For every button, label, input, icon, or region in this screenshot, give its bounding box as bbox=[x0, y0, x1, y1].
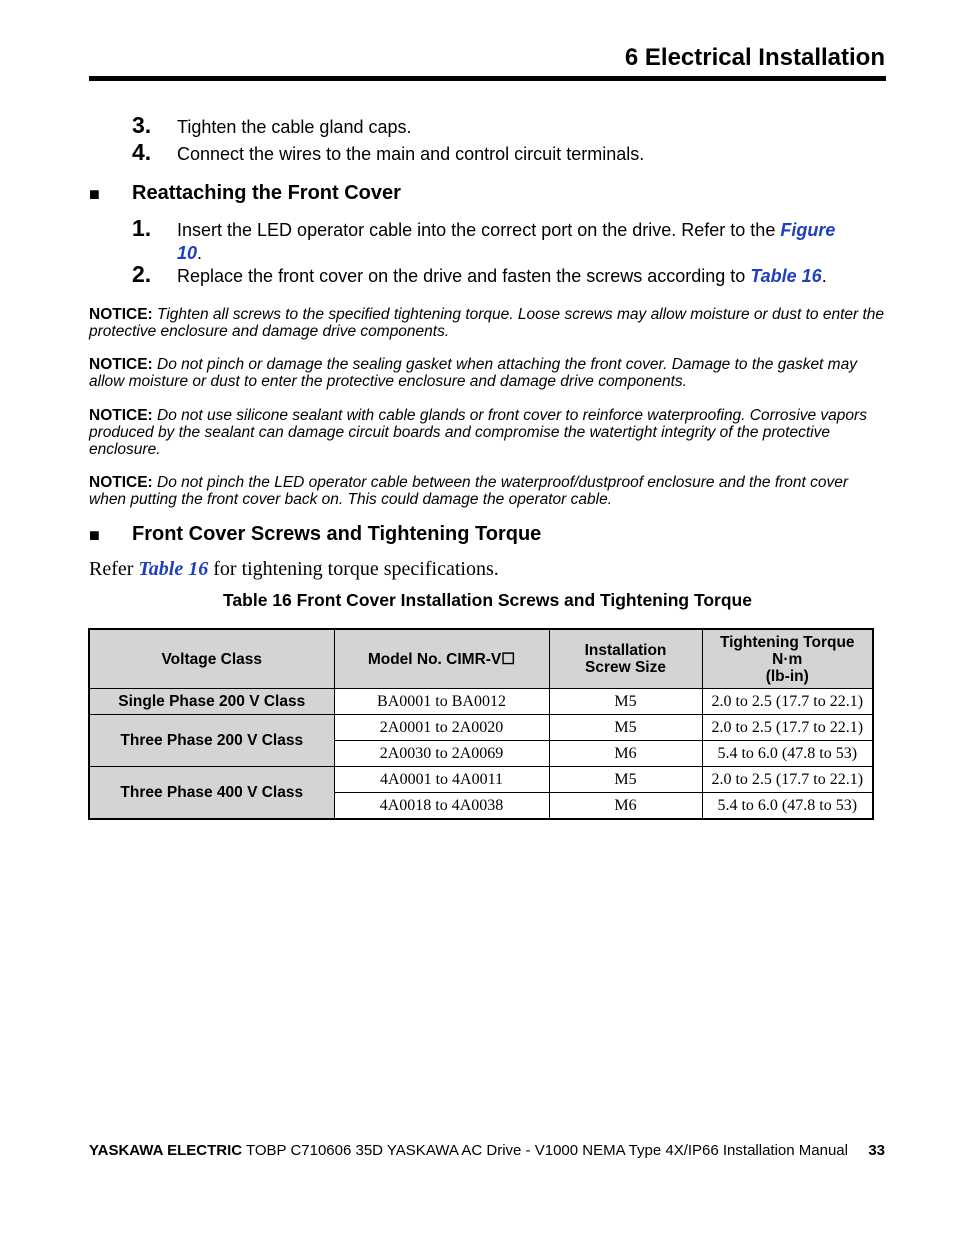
step-text-end: . bbox=[197, 243, 203, 263]
table-link[interactable]: Table 16 bbox=[750, 266, 822, 286]
table-caption: Table 16 Front Cover Installation Screws and Tightening Torque bbox=[223, 590, 752, 610]
refer-post: for tightening torque specifications. bbox=[208, 558, 499, 580]
notice-label: NOTICE: bbox=[89, 306, 153, 323]
page-number: 33 bbox=[868, 1142, 885, 1159]
notice bbox=[89, 356, 886, 390]
screw-cell: M5 bbox=[549, 715, 702, 741]
notice-text: Tighten all screws to the specified tightening torque. Loose screws may allow moisture or dust to enter the protective enclosure and damage drive components. bbox=[89, 306, 885, 340]
voltage-class-cell: Three Phase 400 V Class bbox=[89, 767, 334, 820]
notice-label: NOTICE: bbox=[89, 356, 153, 373]
section-bullet: ■ bbox=[89, 184, 100, 204]
torque-cell: 2.0 to 2.5 (17.7 to 22.1) bbox=[702, 689, 873, 715]
step-text-end: . bbox=[821, 266, 827, 286]
header-voltage-class: Voltage Class bbox=[89, 629, 334, 689]
step-text-body: Replace the front cover on the drive and fasten the screws according to bbox=[177, 266, 751, 286]
notice-text: Do not use silicone sealant with cable glands or front cover to reinforce waterproofing. Corrosive vapors produced by the sealant can damage circuit boards and compromise the watertight integrity of the protective enclosure. bbox=[89, 407, 867, 458]
header-line: (lb-in) bbox=[765, 667, 809, 685]
step-number: 2. bbox=[132, 261, 152, 287]
footer-doc: TOBP C710606 35D YASKAWA AC Drive - V1000 NEMA Type 4X/IP66 Installation Manual bbox=[242, 1142, 848, 1159]
table-row bbox=[89, 689, 873, 715]
refer-pre: Refer bbox=[89, 558, 139, 580]
model-cell: 2A0030 to 2A0069 bbox=[334, 741, 549, 767]
torque-table bbox=[88, 628, 874, 820]
step-text: Connect the wires to the main and control circuit terminals. bbox=[177, 144, 645, 164]
table-header-row bbox=[89, 629, 873, 689]
voltage-class-cell: Three Phase 200 V Class bbox=[89, 715, 334, 767]
header-line: Installation bbox=[584, 642, 667, 659]
chapter-title: 6 Electrical Installation bbox=[624, 44, 885, 71]
screw-cell: M6 bbox=[549, 793, 702, 820]
notice-text: Do not pinch or damage the sealing gasket when attaching the front cover. Damage to the gasket may allow moisture or dust to enter the protective enclosure and damage drive components. bbox=[89, 356, 857, 390]
section-title: Reattaching the Front Cover bbox=[132, 182, 401, 204]
notice bbox=[89, 306, 886, 340]
step-text bbox=[177, 265, 887, 288]
footer bbox=[89, 1142, 848, 1159]
torque-cell: 5.4 to 6.0 (47.8 to 53) bbox=[702, 741, 873, 767]
refer-line bbox=[89, 556, 499, 582]
model-cell: 2A0001 to 2A0020 bbox=[334, 715, 549, 741]
table-link[interactable]: Table 16 bbox=[138, 558, 209, 580]
torque-cell: 2.0 to 2.5 (17.7 to 22.1) bbox=[702, 767, 873, 793]
section-bullet: ■ bbox=[89, 525, 100, 545]
torque-cell: 2.0 to 2.5 (17.7 to 22.1) bbox=[702, 715, 873, 741]
header-rule bbox=[89, 76, 886, 81]
header-line: Tightening Torque bbox=[719, 633, 855, 651]
screw-cell: M6 bbox=[549, 741, 702, 767]
header-torque bbox=[702, 629, 873, 689]
table-row bbox=[89, 715, 873, 741]
footer-brand: YASKAWA ELECTRIC bbox=[89, 1142, 243, 1159]
header-line: N·m bbox=[772, 650, 803, 668]
figure-link[interactable]: Figure 10 bbox=[177, 220, 836, 263]
screw-cell: M5 bbox=[549, 767, 702, 793]
model-cell: 4A0018 to 4A0038 bbox=[334, 793, 549, 820]
section-title: Front Cover Screws and Tightening Torque bbox=[132, 523, 542, 545]
step-text: Tighten the cable gland caps. bbox=[177, 117, 412, 137]
header-line: Screw Size bbox=[585, 659, 666, 676]
notice-label: NOTICE: bbox=[89, 474, 153, 491]
step-text-body: Insert the LED operator cable into the correct port on the drive. Refer to the bbox=[177, 220, 781, 240]
voltage-class-cell: Single Phase 200 V Class bbox=[89, 689, 334, 715]
torque-cell: 5.4 to 6.0 (47.8 to 53) bbox=[702, 793, 873, 820]
notice bbox=[89, 407, 886, 458]
step-number: 4. bbox=[132, 139, 152, 165]
notice-label: NOTICE: bbox=[89, 407, 153, 424]
table-row bbox=[89, 767, 873, 793]
model-cell: 4A0001 to 4A0011 bbox=[334, 767, 549, 793]
step-number: 1. bbox=[132, 215, 152, 241]
model-cell: BA0001 to BA0012 bbox=[334, 689, 549, 715]
step-text bbox=[177, 219, 857, 265]
header-model-no: Model No. CIMR-V☐ bbox=[334, 629, 549, 689]
screw-cell: M5 bbox=[549, 689, 702, 715]
notice-text: Do not pinch the LED operator cable between the waterproof/dustproof enclosure and the front cover when putting the front cover back on. This could damage the operator cable. bbox=[89, 474, 849, 508]
header-screw-size bbox=[549, 629, 702, 689]
step-number: 3. bbox=[132, 112, 152, 138]
notice bbox=[89, 474, 886, 508]
